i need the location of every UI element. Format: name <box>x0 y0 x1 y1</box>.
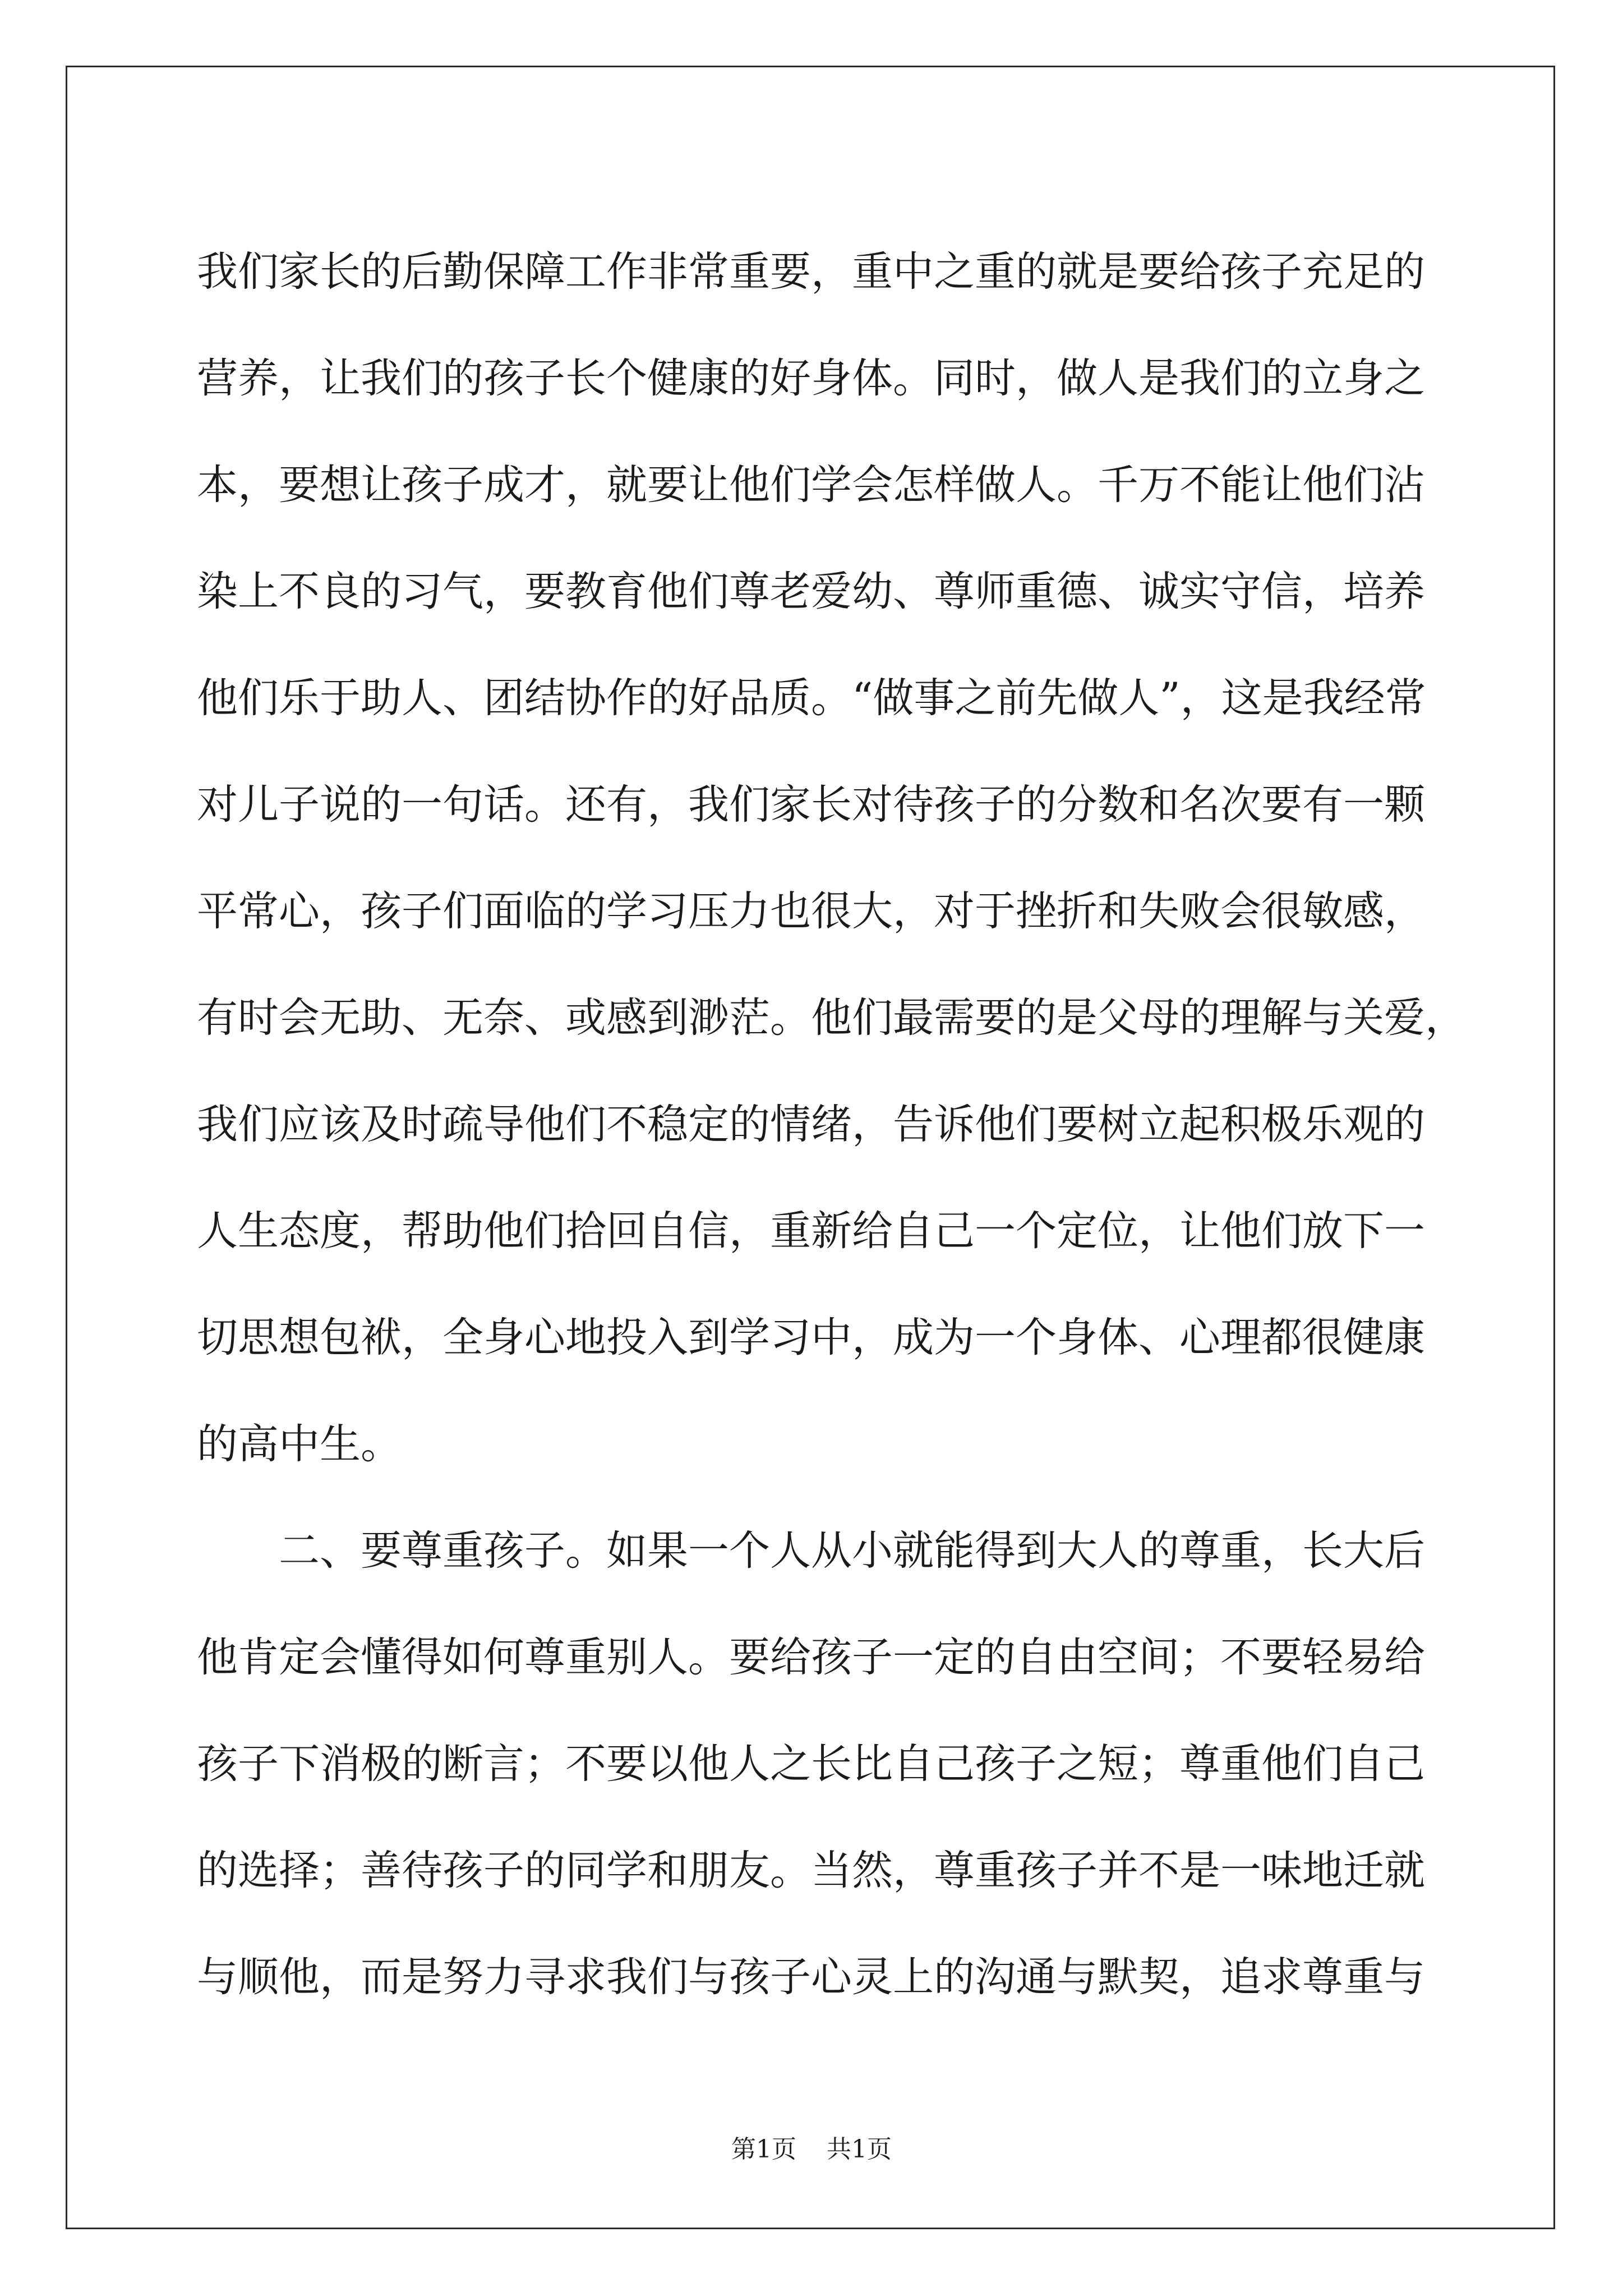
text-line: 染上不良的习气，要教育他们尊老爱幼、尊师重德、诚实守信，培养 <box>197 568 1425 615</box>
page-total: 共1页 <box>827 2135 892 2164</box>
text-line: 切思想包袱，全身心地投入到学习中，成为一个身体、心理都很健康 <box>197 1314 1425 1361</box>
text-line: 我们应该及时疏导他们不稳定的情绪，告诉他们要树立起积极乐观的 <box>197 1101 1425 1148</box>
document-body <box>197 219 1466 2031</box>
page-footer <box>0 2129 1623 2165</box>
text-line: 的选择；善待孩子的同学和朋友。当然，尊重孩子并不是一味地迁就 <box>197 1847 1425 1894</box>
text-line: 他们乐于助人、团结协作的好品质。“做事之前先做人”，这是我经常 <box>197 674 1426 722</box>
text-line: 的高中生。 <box>197 1420 402 1468</box>
text-line: 营养，让我们的孩子长个健康的好身体。同时，做人是我们的立身之 <box>197 355 1425 402</box>
text-line: 平常心，孩子们面临的学习压力也很大，对于挫折和失败会很敏感， <box>197 887 1425 935</box>
text-line: 人生态度，帮助他们拾回自信，重新给自己一个定位，让他们放下一 <box>197 1207 1425 1255</box>
text-line: 二、要尊重孩子。如果一个人从小就能得到大人的尊重，长大后 <box>279 1527 1425 1575</box>
text-line: 孩子下消极的断言；不要以他人之长比自己孩子之短；尊重他们自己 <box>197 1740 1425 1788</box>
text-line: 我们家长的后勤保障工作非常重要，重中之重的就是要给孩子充足的 <box>197 248 1425 296</box>
page-number: 第1页 <box>731 2135 796 2164</box>
text-line: 对儿子说的一句话。还有，我们家长对待孩子的分数和名次要有一颗 <box>197 781 1425 829</box>
text-line: 与顺他，而是努力寻求我们与孩子心灵上的沟通与默契，追求尊重与 <box>197 1953 1425 2001</box>
text-line: 有时会无助、无奈、或感到渺茫。他们最需要的是父母的理解与关爱， <box>197 994 1466 1042</box>
text-line: 他肯定会懂得如何尊重别人。要给孩子一定的自由空间；不要轻易给 <box>197 1634 1425 1681</box>
text-line: 本，要想让孩子成才，就要让他们学会怎样做人。千万不能让他们沾 <box>197 461 1425 509</box>
